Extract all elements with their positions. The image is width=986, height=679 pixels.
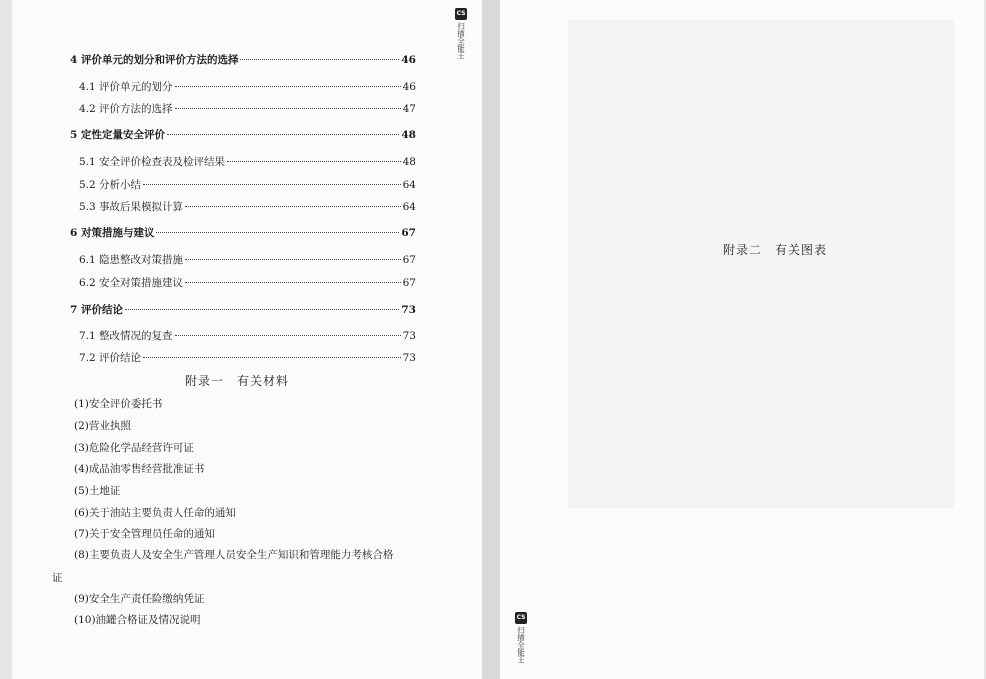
toc-leader-dots bbox=[143, 184, 401, 185]
toc-entry bbox=[79, 328, 416, 343]
toc-entry-title: 4 评价单元的划分和评价方法的选择 bbox=[70, 54, 239, 66]
toc-leader-dots bbox=[185, 259, 401, 260]
toc-entry bbox=[79, 350, 416, 365]
toc-leader-dots bbox=[156, 232, 399, 233]
document-page-left bbox=[12, 0, 482, 679]
appendix1-heading: 附录一 有关材料 bbox=[184, 374, 289, 388]
toc-entry-title: 6.1 隐患整改对策措施 bbox=[79, 254, 184, 266]
toc-entry-page: 67 bbox=[402, 277, 416, 289]
list-item: (6)关于油站主要负责人任命的通知 bbox=[74, 507, 236, 519]
toc-entry-page: 73 bbox=[402, 352, 416, 364]
scanner-watermark-bottom bbox=[514, 612, 528, 664]
toc-entry-page: 64 bbox=[402, 201, 416, 213]
toc-entry-title: 7.2 评价结论 bbox=[79, 352, 142, 364]
list-item: (2)营业执照 bbox=[74, 420, 131, 432]
scanner-watermark-top bbox=[454, 8, 468, 60]
toc-entry-title: 5.1 安全评价检查表及检评结果 bbox=[79, 156, 226, 168]
watermark-brand: 扫描全能王 bbox=[516, 626, 526, 664]
toc-entry-title: 6.2 安全对策措施建议 bbox=[79, 277, 184, 289]
toc-entry-title: 7 评价结论 bbox=[70, 304, 123, 316]
toc-entry-title: 6 对策措施与建议 bbox=[70, 227, 155, 239]
list-item: (5)土地证 bbox=[74, 485, 121, 497]
watermark-brand: 扫描全能王 bbox=[456, 22, 466, 60]
toc-entry-title: 7.1 整改情况的复查 bbox=[79, 330, 173, 342]
toc-entry-page: 67 bbox=[402, 254, 416, 266]
toc-entry-title: 5.3 事故后果模拟计算 bbox=[79, 201, 184, 213]
toc-entry bbox=[70, 225, 416, 240]
list-item: (7)关于安全管理员任命的通知 bbox=[74, 528, 215, 540]
toc-entry-title: 5.2 分析小结 bbox=[79, 179, 142, 191]
toc-entry-page: 73 bbox=[401, 304, 416, 316]
scan-shadow bbox=[568, 20, 954, 508]
toc-entry bbox=[70, 302, 416, 317]
toc-leader-dots bbox=[175, 335, 401, 336]
toc-entry-title: 5 定性定量安全评价 bbox=[70, 129, 165, 141]
list-item: 证 bbox=[52, 572, 63, 584]
toc-entry-page: 67 bbox=[401, 227, 416, 239]
document-page-right bbox=[500, 0, 984, 679]
list-item: (4)成品油零售经营批准证书 bbox=[74, 463, 205, 475]
toc-entry-page: 64 bbox=[402, 179, 416, 191]
toc-leader-dots bbox=[175, 108, 401, 109]
toc-leader-dots bbox=[227, 161, 401, 162]
toc-entry bbox=[79, 79, 416, 94]
toc-entry-page: 46 bbox=[401, 54, 416, 66]
toc-leader-dots bbox=[143, 357, 401, 358]
list-item: (9)安全生产责任险缴纳凭证 bbox=[74, 593, 205, 605]
toc-leader-dots bbox=[185, 206, 401, 207]
toc-entry bbox=[79, 199, 416, 214]
toc-entry bbox=[79, 154, 416, 169]
list-item: (10)油罐合格证及情况说明 bbox=[74, 614, 201, 626]
toc-entry-title: 4.1 评价单元的划分 bbox=[79, 81, 173, 93]
toc-entry bbox=[79, 275, 416, 290]
camscanner-logo-icon: CS bbox=[515, 612, 527, 624]
toc-entry-page: 46 bbox=[402, 81, 416, 93]
toc-entry bbox=[79, 177, 416, 192]
list-item: (3)危险化学品经营许可证 bbox=[74, 442, 194, 454]
appendix2-heading: 附录二 有关图表 bbox=[722, 243, 827, 257]
toc-entry-page: 47 bbox=[402, 103, 416, 115]
camscanner-logo-icon: CS bbox=[455, 8, 467, 20]
toc-entry-page: 73 bbox=[402, 330, 416, 342]
toc-entry-page: 48 bbox=[402, 156, 416, 168]
toc-entry-page: 48 bbox=[401, 129, 416, 141]
list-item: (1)安全评价委托书 bbox=[74, 398, 163, 410]
toc-entry bbox=[70, 127, 416, 142]
toc-entry bbox=[79, 101, 416, 116]
toc-leader-dots bbox=[175, 86, 401, 87]
toc-leader-dots bbox=[240, 59, 399, 60]
toc-leader-dots bbox=[125, 309, 399, 310]
toc-entry bbox=[70, 52, 416, 67]
toc-leader-dots bbox=[167, 134, 399, 135]
page-gutter bbox=[482, 0, 500, 679]
toc-entry bbox=[79, 252, 416, 267]
list-item: (8)主要负责人及安全生产管理人员安全生产知识和管理能力考核合格 bbox=[74, 549, 394, 561]
toc-leader-dots bbox=[185, 282, 401, 283]
toc-entry-title: 4.2 评价方法的选择 bbox=[79, 103, 173, 115]
